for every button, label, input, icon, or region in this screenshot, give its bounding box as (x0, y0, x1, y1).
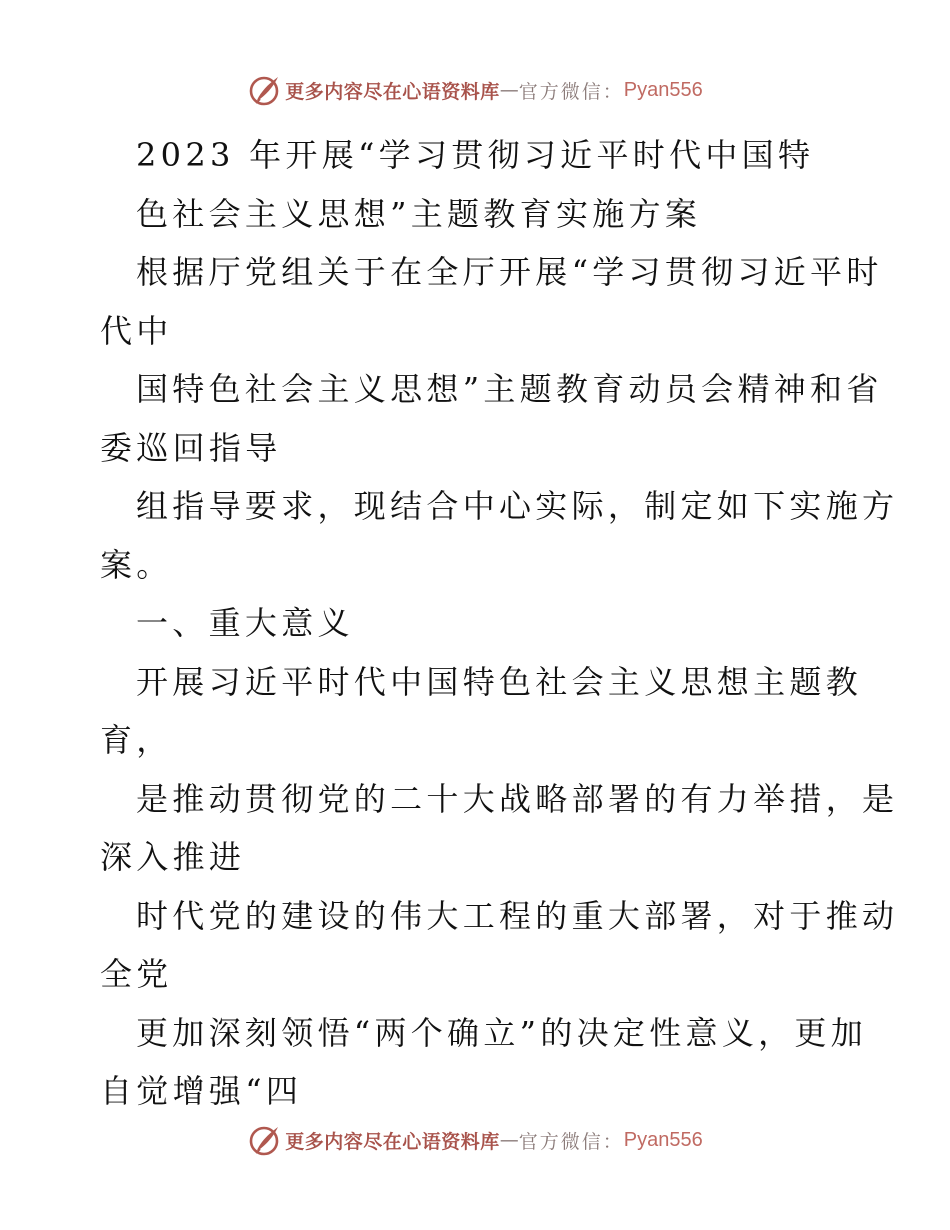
document-line: 案。 (100, 545, 173, 584)
document-line: 是推动贯彻党的二十大战略部署的有力举措，是 (136, 779, 899, 818)
document-line: 自觉增强“四 (100, 1072, 303, 1110)
document-line: 一、重大意义 (136, 604, 354, 642)
watermark-main-text: 更多内容尽在心语资料库 (285, 1130, 500, 1153)
document-line: 代中 (100, 311, 173, 350)
watermark-dash: — (499, 79, 519, 101)
document-line: 深入推进 (100, 838, 246, 876)
document-line: 国特色社会主义思想”主题教育动员会精神和省 (136, 370, 883, 408)
document-line: 更加深刻领悟“两个确立”的决定性意义，更加 (136, 1013, 868, 1052)
watermark-wechat-label: 官方微信： (518, 80, 624, 103)
watermark-wechat-id: Pyan556 (623, 1128, 703, 1151)
watermark-dash: — (499, 1129, 519, 1151)
document-line: 开展习近平时代中国特色社会主义思想主题教 (136, 662, 863, 701)
footer-watermark (0, 1118, 950, 1162)
document-line: 2023 年开展“学习贯彻习近平时代中国特 (136, 136, 815, 174)
quill-logo-icon (247, 72, 283, 108)
document-line: 时代党的建设的伟大工程的重大部署，对于推动 (136, 896, 899, 935)
watermark-wechat-label: 官方微信： (518, 1130, 624, 1153)
document-line: 色社会主义思想”主题教育实施方案 (136, 194, 702, 233)
quill-logo-icon (247, 1122, 283, 1158)
watermark-wechat-id: Pyan556 (623, 78, 703, 101)
header-watermark (0, 68, 950, 112)
watermark-main-text: 更多内容尽在心语资料库 (285, 80, 500, 103)
document-line: 委巡回指导 (100, 428, 282, 467)
document-body (100, 126, 899, 1121)
document-line: 根据厅党组关于在全厅开展“学习贯彻习近平时 (136, 253, 883, 291)
document-line: 组指导要求，现结合中心实际，制定如下实施方 (136, 487, 899, 525)
document-line: 全党 (100, 955, 173, 993)
document-line: 育， (100, 721, 173, 759)
